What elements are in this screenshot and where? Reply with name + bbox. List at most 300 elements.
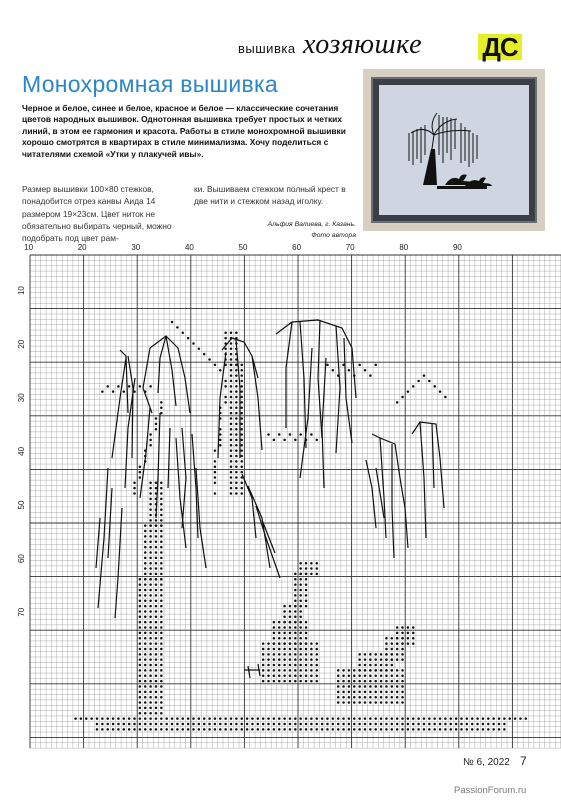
stitch: [305, 589, 308, 592]
stitch: [149, 707, 152, 710]
stitch: [230, 428, 233, 431]
stitch: [128, 717, 131, 720]
stitch: [294, 653, 297, 656]
stitch: [401, 723, 404, 726]
stitch: [144, 578, 147, 581]
stitch: [396, 642, 399, 645]
stitch: [240, 417, 243, 420]
stitch: [407, 728, 410, 731]
stitch: [401, 626, 404, 629]
stitch: [385, 648, 388, 651]
stitch: [369, 664, 372, 667]
stitch: [310, 433, 313, 436]
stitch: [230, 476, 233, 479]
stitch: [492, 728, 495, 731]
stitch: [353, 723, 356, 726]
stitch: [428, 723, 431, 726]
stitch: [230, 396, 233, 399]
stitch: [144, 626, 147, 629]
stitch: [289, 658, 292, 661]
stitch: [305, 680, 308, 683]
stitch: [160, 498, 163, 501]
stitch: [337, 701, 340, 704]
stitch: [155, 648, 158, 651]
stitch: [374, 669, 377, 672]
stitch: [273, 626, 276, 629]
stitch: [299, 717, 302, 720]
stitch: [364, 685, 367, 688]
stitch: [433, 723, 436, 726]
stitch: [294, 723, 297, 726]
stitch: [262, 642, 265, 645]
stitch: [391, 696, 394, 699]
stitch: [160, 717, 163, 720]
stitch: [278, 632, 281, 635]
stitch: [155, 541, 158, 544]
stitch: [235, 439, 238, 442]
stitch: [230, 390, 233, 393]
stitch: [149, 573, 152, 576]
stitch: [160, 599, 163, 602]
y-axis-label: 40: [17, 446, 26, 456]
stitch: [198, 728, 201, 731]
stitch: [348, 723, 351, 726]
stitch: [273, 664, 276, 667]
stitch: [106, 385, 109, 388]
stitch: [385, 728, 388, 731]
stitch: [155, 535, 158, 538]
stitch: [149, 653, 152, 656]
stitch: [273, 717, 276, 720]
stitch: [342, 364, 345, 367]
stitch: [358, 728, 361, 731]
stitch: [476, 723, 479, 726]
stitch: [466, 723, 469, 726]
article-body-col1: Размер вышивки 100×80 стежков, понадобится отрез канвы Аида 14 размером 19×23см. Цвет ниток не обязательно выбирать черный, можно подобрать под цвет рам-: [22, 184, 172, 244]
stitch: [144, 449, 147, 452]
stitch: [155, 492, 158, 495]
stitch: [155, 696, 158, 699]
stitch: [160, 546, 163, 549]
stitch: [348, 701, 351, 704]
stitch: [160, 492, 163, 495]
stitch: [160, 701, 163, 704]
stitch: [230, 417, 233, 420]
stitch: [391, 675, 394, 678]
stitch: [385, 701, 388, 704]
stitch: [230, 717, 233, 720]
stitch: [224, 401, 227, 404]
stitch: [149, 551, 152, 554]
stitch: [149, 530, 152, 533]
stitch: [305, 658, 308, 661]
stitch: [503, 717, 506, 720]
stitch: [337, 696, 340, 699]
stitch: [144, 557, 147, 560]
stitch: [155, 498, 158, 501]
stitch: [305, 621, 308, 624]
stitch: [160, 707, 163, 710]
stitch: [106, 723, 109, 726]
stitch: [299, 433, 302, 436]
stitch: [310, 669, 313, 672]
stitch: [160, 535, 163, 538]
stitch: [283, 632, 286, 635]
stitch: [337, 374, 340, 377]
stitch: [391, 680, 394, 683]
stitch: [219, 439, 222, 442]
stitch: [391, 701, 394, 704]
stitch: [407, 723, 410, 726]
stitch: [128, 385, 131, 388]
stitch: [412, 717, 415, 720]
stitch: [155, 428, 158, 431]
stitch: [267, 664, 270, 667]
stitch: [444, 728, 447, 731]
stitch: [240, 717, 243, 720]
stitch: [203, 353, 206, 356]
stitch: [316, 664, 319, 667]
stitch: [348, 369, 351, 372]
stitch: [240, 492, 243, 495]
stitch: [385, 680, 388, 683]
stitch: [299, 621, 302, 624]
stitch: [321, 728, 324, 731]
stitch: [401, 691, 404, 694]
stitch: [358, 680, 361, 683]
stitch: [396, 675, 399, 678]
stitch: [155, 626, 158, 629]
stitch: [385, 653, 388, 656]
stitch: [316, 680, 319, 683]
stitch: [155, 658, 158, 661]
stitch: [257, 723, 260, 726]
stitch: [364, 701, 367, 704]
stitch: [149, 503, 152, 506]
stitch: [294, 589, 297, 592]
stitch: [149, 610, 152, 613]
stitch: [369, 653, 372, 656]
stitch: [294, 637, 297, 640]
stitch: [198, 348, 201, 351]
stitch: [144, 599, 147, 602]
x-axis-label: 60: [292, 243, 302, 252]
stitch: [240, 396, 243, 399]
stitch: [235, 476, 238, 479]
stitch: [230, 385, 233, 388]
stitch: [374, 717, 377, 720]
stitch: [294, 728, 297, 731]
stitch: [455, 728, 458, 731]
stitch: [396, 717, 399, 720]
stitch: [305, 573, 308, 576]
stitch: [283, 439, 286, 442]
stitch: [273, 675, 276, 678]
y-axis-label: 20: [17, 339, 26, 349]
stitch: [369, 374, 372, 377]
stitch: [369, 658, 372, 661]
stitch: [267, 723, 270, 726]
stitch: [133, 492, 136, 495]
stitch: [396, 669, 399, 672]
stitch: [101, 717, 104, 720]
stitch: [171, 723, 174, 726]
y-axis-label: 10: [17, 286, 26, 296]
stitch: [401, 675, 404, 678]
stitch: [283, 616, 286, 619]
stitch: [385, 696, 388, 699]
stitch: [305, 675, 308, 678]
stitch: [155, 632, 158, 635]
stitch: [407, 626, 410, 629]
stitch: [401, 685, 404, 688]
stitch: [235, 364, 238, 367]
stitch: [257, 717, 260, 720]
stitch: [380, 653, 383, 656]
stitch: [283, 658, 286, 661]
stitch: [176, 723, 179, 726]
stitch: [262, 723, 265, 726]
stitch: [267, 658, 270, 661]
stitch: [139, 605, 142, 608]
stitch: [273, 637, 276, 640]
stitch: [149, 583, 152, 586]
stitch: [149, 621, 152, 624]
stitch: [160, 616, 163, 619]
stitch: [160, 508, 163, 511]
stitch: [112, 717, 115, 720]
stitch: [407, 390, 410, 393]
stitch: [396, 680, 399, 683]
stitch: [149, 589, 152, 592]
stitch: [289, 605, 292, 608]
stitch: [278, 637, 281, 640]
stitch: [240, 728, 243, 731]
stitch: [348, 685, 351, 688]
stitch: [240, 439, 243, 442]
stitch: [283, 728, 286, 731]
stitch: [283, 605, 286, 608]
stitch: [273, 648, 276, 651]
stitch: [385, 658, 388, 661]
stitch: [321, 717, 324, 720]
stitch: [278, 675, 281, 678]
stitch: [139, 594, 142, 597]
stitch: [283, 637, 286, 640]
embroidery-photo: [363, 69, 545, 231]
stitch: [224, 396, 227, 399]
stitch: [160, 723, 163, 726]
stitch: [224, 358, 227, 361]
stitch: [144, 594, 147, 597]
stitch: [235, 444, 238, 447]
stitch: [385, 675, 388, 678]
magazine-logo: ДС: [478, 34, 522, 60]
stitch: [278, 669, 281, 672]
stitch: [101, 390, 104, 393]
stitch: [460, 728, 463, 731]
stitch: [155, 664, 158, 667]
stitch: [144, 583, 147, 586]
stitch: [294, 642, 297, 645]
stitch: [235, 369, 238, 372]
stitch: [155, 642, 158, 645]
stitch: [155, 653, 158, 656]
stitch: [149, 717, 152, 720]
stitch: [380, 658, 383, 661]
stitch: [294, 583, 297, 586]
stitch: [305, 669, 308, 672]
stitch: [299, 594, 302, 597]
stitch: [230, 728, 233, 731]
stitch: [305, 648, 308, 651]
stitch: [369, 691, 372, 694]
stitch: [433, 385, 436, 388]
stitch: [240, 476, 243, 479]
stitch: [149, 482, 152, 485]
stitch: [155, 423, 158, 426]
stitch: [305, 567, 308, 570]
stitch: [289, 664, 292, 667]
stitch: [391, 664, 394, 667]
stitch: [385, 717, 388, 720]
stitch: [519, 717, 522, 720]
stitch: [278, 653, 281, 656]
stitch: [401, 648, 404, 651]
stitch: [230, 723, 233, 726]
stitch: [310, 653, 313, 656]
page-header: [0, 28, 561, 68]
stitch: [508, 717, 511, 720]
stitch: [374, 723, 377, 726]
stitch: [235, 380, 238, 383]
stitch: [289, 621, 292, 624]
stitch: [235, 396, 238, 399]
x-axis-label: 20: [77, 243, 87, 252]
stitch: [369, 696, 372, 699]
stitch: [144, 616, 147, 619]
stitch: [385, 669, 388, 672]
stitch: [139, 728, 142, 731]
stitch: [160, 594, 163, 597]
stitch: [289, 680, 292, 683]
stitch: [224, 364, 227, 367]
stitch: [139, 578, 142, 581]
stitch: [149, 632, 152, 635]
stitch: [407, 637, 410, 640]
stitch: [144, 648, 147, 651]
stitch: [149, 508, 152, 511]
stitch: [155, 723, 158, 726]
stitch: [396, 696, 399, 699]
stitch: [240, 460, 243, 463]
stitch: [369, 669, 372, 672]
y-axis-label: 60: [17, 554, 26, 564]
stitch: [380, 696, 383, 699]
stitch: [144, 653, 147, 656]
stitch: [251, 728, 254, 731]
stitch: [192, 728, 195, 731]
stitch: [450, 723, 453, 726]
stitch: [235, 407, 238, 410]
stitch: [171, 728, 174, 731]
stitch: [144, 701, 147, 704]
stitch: [305, 626, 308, 629]
stitch: [380, 675, 383, 678]
stitch: [160, 530, 163, 533]
stitch: [401, 701, 404, 704]
stitch: [444, 396, 447, 399]
stitch: [155, 578, 158, 581]
stitch: [219, 428, 222, 431]
stitch: [353, 374, 356, 377]
stitch: [466, 728, 469, 731]
stitch: [492, 717, 495, 720]
stitch: [498, 723, 501, 726]
stitch: [396, 723, 399, 726]
stitch: [278, 648, 281, 651]
stitch: [155, 482, 158, 485]
issue-number: № 6, 2022: [463, 757, 510, 768]
stitch: [224, 385, 227, 388]
stitch: [155, 616, 158, 619]
stitch: [230, 439, 233, 442]
stitch: [514, 717, 517, 720]
page-number: 7: [520, 754, 527, 768]
stitch: [337, 728, 340, 731]
stitch: [267, 717, 270, 720]
stitch: [155, 508, 158, 511]
stitch: [428, 717, 431, 720]
stitch: [155, 530, 158, 533]
stitch: [305, 637, 308, 640]
stitch: [498, 717, 501, 720]
stitch: [160, 648, 163, 651]
stitch: [294, 610, 297, 613]
stitch: [423, 723, 426, 726]
stitch: [267, 669, 270, 672]
stitch: [139, 696, 142, 699]
stitch: [214, 364, 217, 367]
stitch: [342, 680, 345, 683]
stitch: [139, 626, 142, 629]
stitch: [283, 653, 286, 656]
stitch: [149, 626, 152, 629]
stitch: [149, 578, 152, 581]
stitch: [342, 669, 345, 672]
stitch: [155, 701, 158, 704]
stitch: [214, 465, 217, 468]
stitch: [316, 723, 319, 726]
stitch: [144, 621, 147, 624]
stitch: [294, 669, 297, 672]
stitch: [160, 653, 163, 656]
stitch: [240, 407, 243, 410]
stitch: [332, 728, 335, 731]
stitch: [219, 717, 222, 720]
stitch: [305, 578, 308, 581]
stitch: [101, 728, 104, 731]
stitch: [332, 369, 335, 372]
stitch: [182, 717, 185, 720]
stitch: [240, 444, 243, 447]
stitch: [342, 717, 345, 720]
stitch: [401, 696, 404, 699]
stitch: [160, 567, 163, 570]
stitch: [358, 696, 361, 699]
stitch: [144, 696, 147, 699]
stitch: [305, 717, 308, 720]
